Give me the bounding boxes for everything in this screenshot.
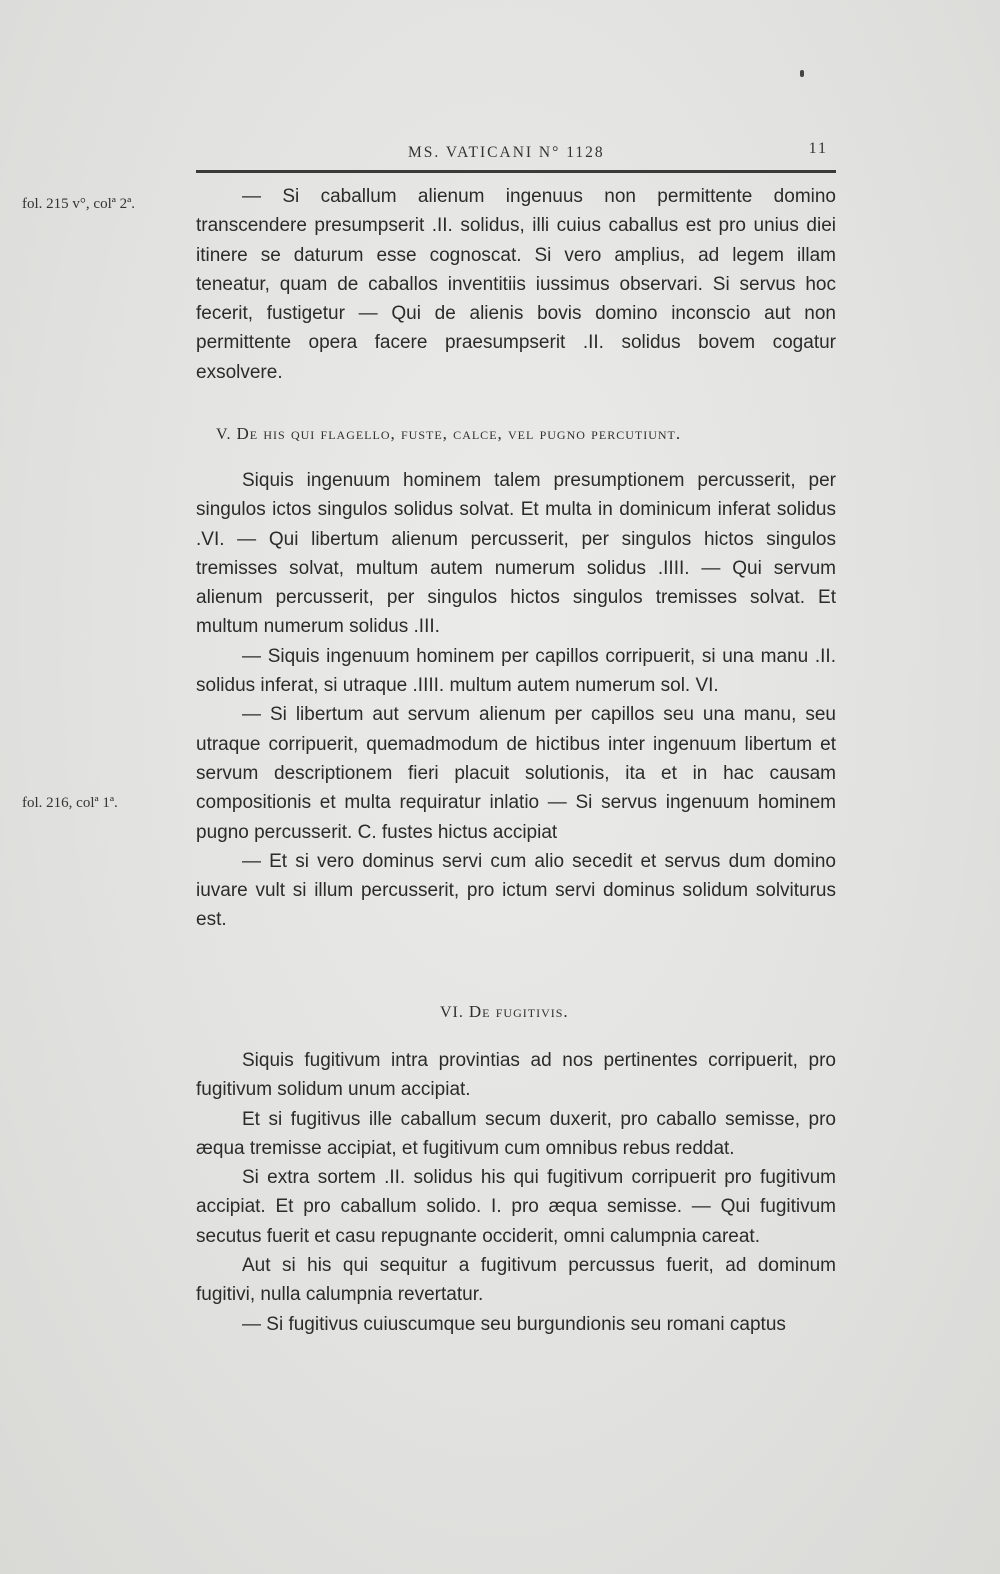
paragraph: Aut si his qui sequitur a fugitivum percussus fuerit, ad dominum fugitivi, nulla calumpnia revertatur. (196, 1255, 836, 1306)
paragraph: Et si fugitivus ille caballum secum duxerit, pro caballo semisse, pro æqua tremisse accipiat, et fugitivum cum omnibus rebus reddat. (196, 1108, 836, 1159)
section-heading-v (216, 424, 681, 444)
margin-note-fol-215: fol. 215 v°, colª 2ª. (22, 196, 136, 212)
ink-spot (800, 70, 804, 77)
section-number: V. (216, 426, 232, 443)
paragraph: Si extra sortem .II. solidus his qui fugitivum corripuerit pro fugitivum accipiat. Et pro caballum solido. I. pro æqua semisse. — Qui fugitivum secutus fuerit et casu repugnante occiderit, omni calumpnia careat. (196, 1167, 836, 1247)
paragraph: — Si libertum aut servum alienum per capillos seu una manu, seu utraque corripuerit, quemadmodum de hictibus inter ingenuum libertum et servum descriptionem fieri placuit solutionis, ita et in hac causam compositionis et multa requiratur inlatio — Si servus ingenuum hominem pugno percusserit. C. fustes hictus accipiat (196, 704, 836, 843)
page-number: 11 (808, 140, 828, 157)
running-title: MS. VATICANI N° 1128 (408, 144, 605, 161)
section-heading-vi (440, 1002, 569, 1022)
paragraph: — Siquis ingenuum hominem per capillos corripuerit, si una manu .II. solidus inferat, si utraque .IIII. multum autem numerum sol. VI. (196, 645, 836, 697)
paragraph: Siquis ingenuum hominem talem presumptionem percusserit, per singulos ictos singulos solidus solvat. Et multa in dominicum inferat solidus .VI. — Qui libertum alienum percusserit, per singulos hictos singulos tremisses solvat, multum autem numerum solidus .IIII. — Qui servum alienum percusserit, per singulos hictos singulos tremisses solvat. Et multum numerum solidus .III. (196, 470, 836, 638)
text-block-1 (196, 182, 836, 387)
paragraph: — Et si vero dominus servi cum alio secedit et servus dum domino iuvare vult si illum percusserit, pro ictum servi dominus solidum solviturus est. (196, 850, 836, 931)
margin-note-fol-216: fol. 216, colª 1ª. (22, 795, 118, 811)
section-title: De his qui flagello, fuste, calce, vel pugno percutiunt. (236, 424, 682, 443)
paragraph: — Si caballum alienum ingenuus non permittente domino transcendere presumpserit .II. solidus, illi cuius caballus est pro unius diei itinere se daturum esse cognoscat. Si vero amplius, ad legem illam teneatur, quam de caballos inventitiis iussimus observari. Si servus hoc fecerit, fustigetur — Qui de alienis bovis domino inconscio aut non permittente opera facere praesumpserit .II. solidus bovem cogatur exsolvere. (196, 186, 836, 383)
text-block-2 (196, 466, 836, 935)
header-rule (196, 170, 836, 173)
paragraph: Siquis fugitivum intra provintias ad nos pertinentes corripuerit, pro fugitivum solidum unum accipiat. (196, 1050, 836, 1101)
paragraph: — Si fugitivus cuiuscumque seu burgundionis seu romani captus (242, 1313, 786, 1335)
section-title: De fugitivis. (468, 1002, 569, 1021)
running-head (196, 134, 836, 174)
text-block-3 (196, 1046, 836, 1339)
section-number: VI. (440, 1004, 464, 1021)
